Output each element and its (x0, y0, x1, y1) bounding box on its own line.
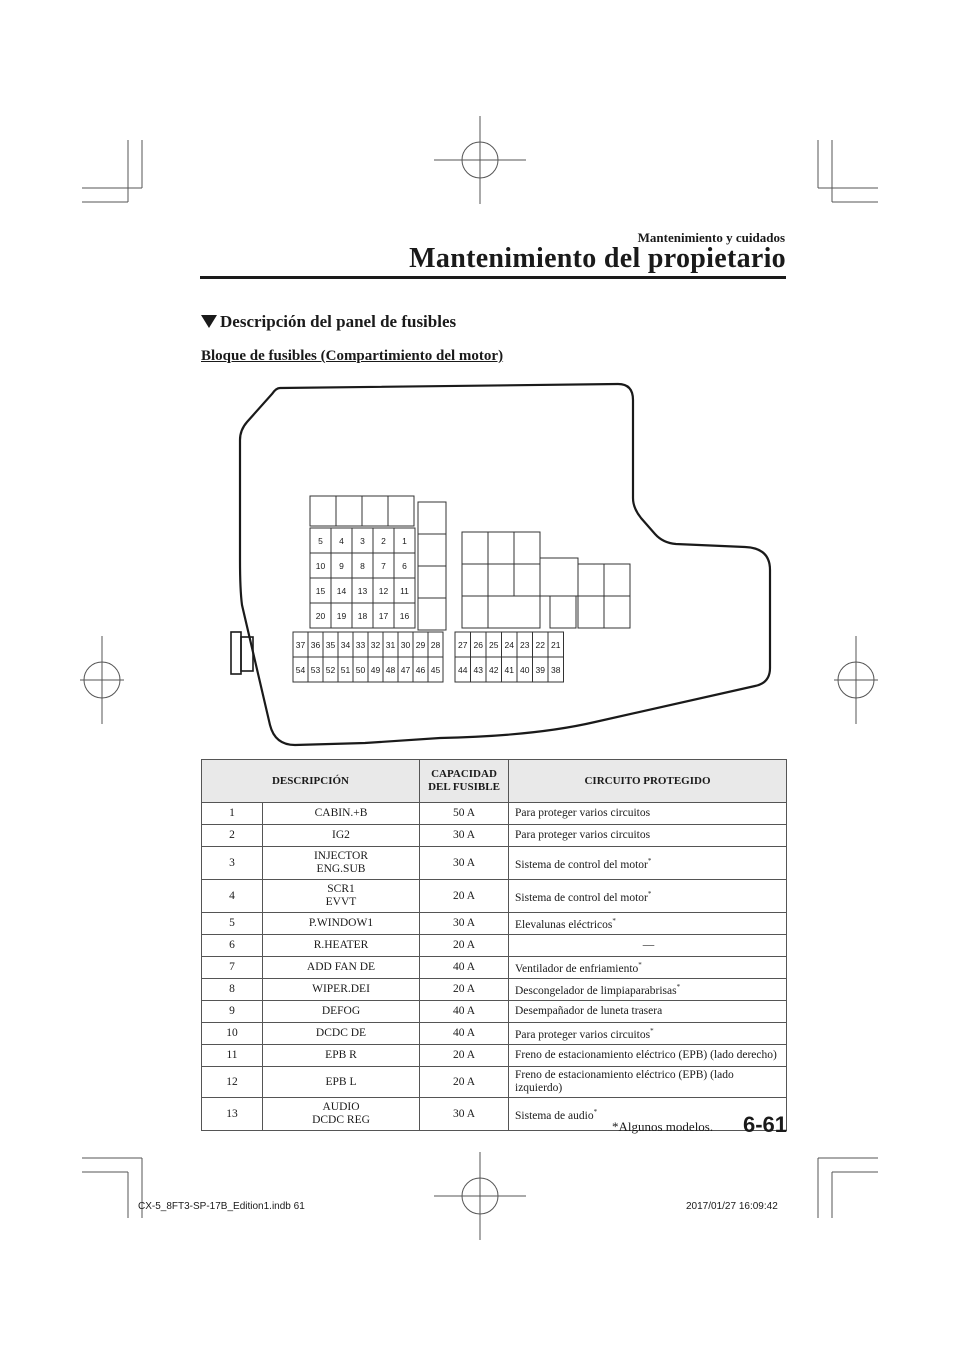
fuse-description (263, 1067, 420, 1098)
table-row (202, 803, 787, 825)
fuse-description-line: INJECTOR (313, 850, 369, 862)
fuse-number-label: 38 (551, 665, 561, 675)
fuse-number-label: 49 (370, 665, 381, 675)
fuse-description (263, 935, 420, 957)
fuse-capacity: 20 A (420, 1067, 509, 1098)
protected-circuit-text: — (642, 939, 655, 951)
footnote-marker: * (676, 983, 681, 992)
fuse-number-label: 40 (520, 665, 530, 675)
section-title: Mantenimiento del propietario (409, 243, 786, 274)
col-circuit: CIRCUITO PROTEGIDO (509, 760, 787, 803)
fuse-table (201, 759, 787, 1131)
fuse-description-line: ADD FAN DE (306, 961, 376, 973)
fuse-number-label: 6 (402, 561, 407, 571)
footnote-marker: * (650, 1027, 654, 1036)
fuse-slot (462, 532, 488, 564)
fuse-slot (418, 534, 446, 566)
fuse-slot (540, 558, 578, 596)
fuse-number-label: 4 (339, 536, 344, 546)
fuse-description (263, 825, 420, 847)
fuse-slot (578, 564, 604, 596)
protected-circuit-text: Para proteger varios circuitos (515, 829, 651, 841)
fuse-description-line: R.HEATER (313, 939, 369, 951)
fuse-description (263, 1001, 420, 1023)
fuse-number-label: 5 (318, 536, 323, 546)
fuse-slot (488, 564, 514, 596)
table-row (202, 979, 787, 1001)
page-number: 6-61 (743, 1112, 788, 1137)
col-capacity-line1: CAPACIDAD (431, 768, 497, 780)
print-date-info: 2017/01/27 16:09:42 (686, 1201, 778, 1212)
fuse-number-label: 39 (535, 665, 545, 675)
fuse-description (263, 913, 420, 935)
fuse-number: 13 (202, 1098, 263, 1131)
fuse-number-label: 34 (340, 640, 351, 650)
fuse-number-label: 15 (315, 586, 326, 596)
fuse-capacity: 20 A (420, 880, 509, 913)
fuse-number-label: 27 (458, 640, 468, 650)
fuse-number-label: 48 (385, 665, 396, 675)
fuse-number-label: 44 (458, 665, 468, 675)
fuse-number: 11 (202, 1045, 263, 1067)
fuse-number-label: 46 (415, 665, 426, 675)
heading (201, 312, 456, 332)
protected-circuit-text: Desempañador de luneta trasera (515, 1005, 663, 1017)
fuse-number-label: 16 (399, 611, 410, 621)
protected-circuit (509, 1045, 787, 1067)
fuse-description-line: EPB L (325, 1075, 357, 1088)
fuse-number-label: 43 (473, 665, 483, 675)
fuse-description-line: EVVT (325, 896, 357, 908)
fuse-capacity: 50 A (420, 803, 509, 825)
fuse-capacity: 30 A (420, 913, 509, 935)
fuse-number: 2 (202, 825, 263, 847)
subheading: Bloque de fusibles (Compartimiento del motor) (201, 348, 504, 364)
table-row (202, 1067, 787, 1098)
fuse-description (263, 1045, 420, 1067)
fuse-capacity: 40 A (420, 1001, 509, 1023)
fuse-number-label: 23 (520, 640, 530, 650)
fuse-number-label: 1 (402, 536, 407, 546)
fuse-description-line: P.WINDOW1 (308, 917, 374, 929)
fuse-number-label: 50 (355, 665, 366, 675)
footnote-marker: * (593, 1107, 598, 1116)
fuse-capacity: 30 A (420, 1098, 509, 1131)
fuse-capacity: 20 A (420, 979, 509, 1001)
fuse-number-label: 22 (535, 640, 545, 650)
col-description: DESCRIPCIÓN (202, 760, 420, 803)
table-row (202, 1023, 787, 1045)
chapter-title: Mantenimiento y cuidados (637, 230, 785, 245)
fuse-slot (418, 598, 446, 630)
fuse-slot (488, 532, 514, 564)
fuse-description-line: EPB R (325, 1049, 357, 1061)
fuse-number-label: 31 (385, 640, 396, 650)
fuse-number-label: 45 (430, 665, 441, 675)
table-row (202, 1001, 787, 1023)
fuse-description-line: DEFOG (321, 1005, 361, 1017)
fuse-number-label: 21 (551, 640, 561, 650)
fuse-description (263, 803, 420, 825)
fuse-slot (310, 496, 336, 526)
fuse-number-label: 52 (325, 665, 336, 675)
fuse-number: 4 (202, 880, 263, 913)
fuse-description (263, 1098, 420, 1131)
fuse-number-label: 12 (378, 586, 389, 596)
fuse-description (263, 880, 420, 913)
fuse-number-label: 54 (295, 665, 306, 675)
fuse-slot (388, 496, 414, 526)
table-row (202, 847, 787, 880)
fuse-slot (488, 596, 540, 628)
table-row (202, 880, 787, 913)
table-header-row (202, 760, 787, 803)
fuse-number-label: 36 (310, 640, 321, 650)
fuse-description-line: IG2 (332, 829, 350, 841)
footnote-marker: * (612, 917, 616, 926)
protected-circuit-text: Sistema de control del motor (515, 891, 648, 904)
protected-circuit-text: Sistema de audio (515, 1109, 594, 1122)
fuse-number-label: 13 (357, 586, 368, 596)
fuse-number: 1 (202, 803, 263, 825)
fuse-capacity: 30 A (420, 825, 509, 847)
protected-circuit (509, 825, 787, 847)
fuse-slot (462, 596, 488, 628)
fuse-capacity: 20 A (420, 1045, 509, 1067)
fuse-slot (462, 564, 488, 596)
table-row (202, 957, 787, 979)
fuse-number-label: 51 (340, 665, 351, 675)
fuse-number-label: 14 (336, 586, 347, 596)
fuse-number-label: 26 (473, 640, 483, 650)
fuse-number-label: 35 (325, 640, 336, 650)
fuse-number-label: 19 (336, 611, 347, 621)
fuse-slot (418, 502, 446, 534)
protected-circuit-text: Para proteger varios circuitos (515, 807, 651, 819)
fuse-number-label: 47 (400, 665, 411, 675)
fuse-description-line: WIPER.DEI (312, 983, 370, 995)
fuse-number-label: 29 (415, 640, 426, 650)
table-row (202, 913, 787, 935)
header-rule (200, 276, 786, 279)
fuse-slot (604, 596, 630, 628)
fuse-number-label: 33 (355, 640, 366, 650)
fuse-number-label: 42 (489, 665, 499, 675)
fuse-number-label: 11 (400, 586, 409, 596)
fuse-number-label: 9 (339, 561, 344, 571)
fuse-number: 7 (202, 957, 263, 979)
fuse-number-label: 28 (430, 640, 441, 650)
fuse-slot (336, 496, 362, 526)
fuse-slot (418, 566, 446, 598)
protected-circuit (509, 880, 787, 913)
fuse-block-diagram (220, 380, 780, 750)
fuse-capacity: 40 A (420, 1023, 509, 1045)
fuse-description-line: AUDIO (322, 1101, 360, 1113)
fuse-number-label: 25 (489, 640, 499, 650)
fuse-capacity: 20 A (420, 935, 509, 957)
protected-circuit (509, 847, 787, 880)
protected-circuit-text: Ventilador de enfriamiento (515, 962, 639, 975)
protected-circuit-text: Elevalunas eléctricos (515, 918, 613, 931)
heading-text: Descripción del panel de fusibles (220, 312, 457, 331)
col-capacity (420, 760, 509, 803)
fuse-description-line: ENG.SUB (316, 863, 366, 875)
protected-circuit-text: Para proteger varios circuitos (515, 1028, 651, 1041)
fuse-number-label: 20 (315, 611, 326, 621)
fuse-number: 6 (202, 935, 263, 957)
fuse-slot (578, 596, 604, 628)
fuse-number-label: 41 (504, 665, 514, 675)
fuse-number-label: 32 (370, 640, 381, 650)
fuse-number: 8 (202, 979, 263, 1001)
fuse-description (263, 957, 420, 979)
fuse-number: 12 (202, 1067, 263, 1098)
footnote-marker: * (638, 961, 642, 970)
fuse-number-label: 37 (295, 640, 306, 650)
footnote-marker: * (647, 889, 652, 898)
fuse-description (263, 979, 420, 1001)
fuse-number: 3 (202, 847, 263, 880)
protected-circuit-text: Freno de estacionamiento eléctrico (EPB) (lado izquierdo) (515, 1069, 734, 1094)
fuse-number-label: 24 (504, 640, 514, 650)
fuse-description-line: CABIN.+B (314, 807, 368, 819)
protected-circuit (509, 1001, 787, 1023)
fuse-number-label: 3 (360, 536, 365, 546)
fuse-number-label: 7 (381, 561, 386, 571)
fuse-slot (604, 564, 630, 596)
fuse-number-label: 30 (400, 640, 411, 650)
fuse-slot (362, 496, 388, 526)
fuse-slot (514, 532, 540, 564)
fuse-number-label: 10 (315, 561, 326, 571)
protected-circuit-text: Descongelador de limpiaparabrisas (515, 984, 677, 997)
fuse-capacity: 30 A (420, 847, 509, 880)
table-row (202, 825, 787, 847)
fuse-number: 9 (202, 1001, 263, 1023)
fuse-description-line: DCDC DE (315, 1027, 367, 1039)
fuse-number-label: 2 (381, 536, 386, 546)
fuse-number-label: 8 (360, 561, 365, 571)
footnote-marker: * (647, 856, 652, 865)
protected-circuit (509, 913, 787, 935)
fuse-slot (550, 596, 576, 628)
protected-circuit-text: Freno de estacionamiento eléctrico (EPB) (lado derecho) (515, 1049, 777, 1061)
fuse-number-label: 18 (357, 611, 368, 621)
fuse-number: 5 (202, 913, 263, 935)
fuse-number-label: 17 (378, 611, 389, 621)
triangle-down-icon (201, 315, 217, 328)
protected-circuit (509, 979, 787, 1001)
fuse-description-line: SCR1 (327, 883, 355, 895)
col-capacity-line2: DEL FUSIBLE (428, 781, 500, 793)
fuse-description (263, 1023, 420, 1045)
protected-circuit (509, 1067, 787, 1098)
protected-circuit (509, 957, 787, 979)
table-row (202, 935, 787, 957)
fuse-slot (514, 564, 540, 596)
table-row (202, 1045, 787, 1067)
fuse-number-label: 53 (310, 665, 321, 675)
protected-circuit (509, 935, 787, 957)
footnote: *Algunos modelos. (612, 1119, 714, 1134)
protected-circuit-text: Sistema de control del motor (515, 858, 648, 871)
protected-circuit (509, 803, 787, 825)
fuse-description-line: DCDC REG (312, 1114, 370, 1126)
fuse-table-body (202, 803, 787, 1131)
print-file-info: CX-5_8FT3-SP-17B_Edition1.indb 61 (138, 1201, 305, 1212)
fuse-number: 10 (202, 1023, 263, 1045)
protected-circuit (509, 1023, 787, 1045)
fuse-capacity: 40 A (420, 957, 509, 979)
fuse-description (263, 847, 420, 880)
